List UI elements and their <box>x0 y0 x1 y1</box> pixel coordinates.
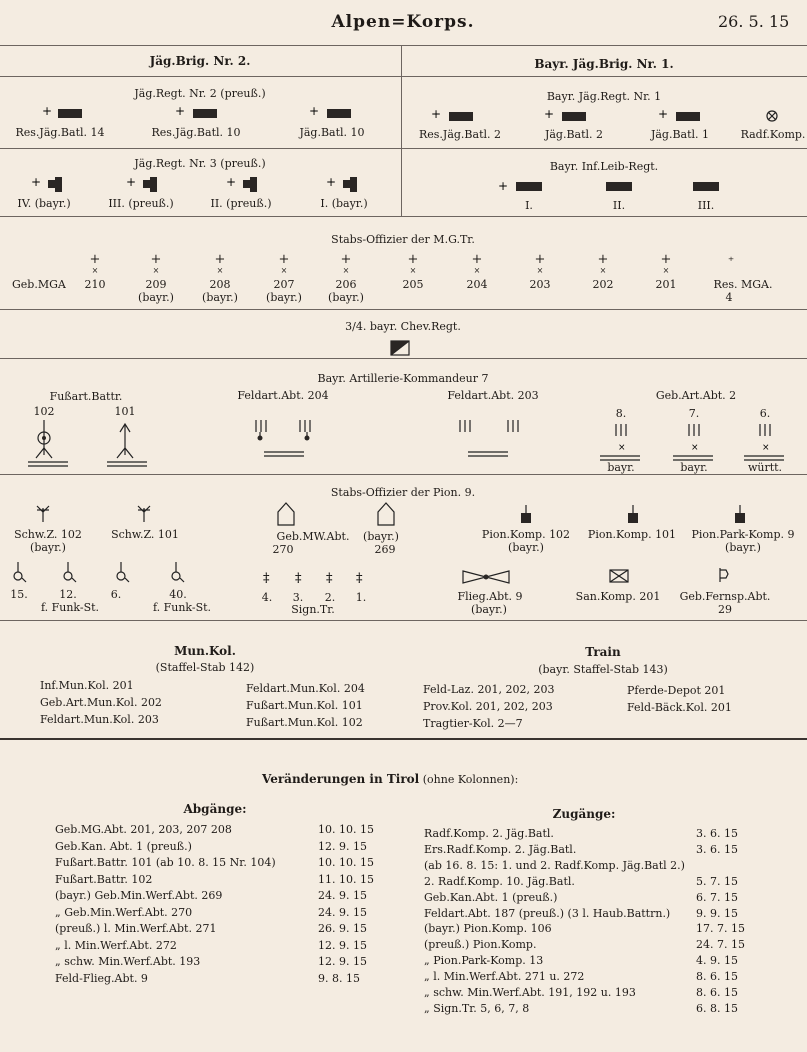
svg-text:+: + <box>309 104 320 118</box>
battalion-symbol <box>544 107 586 121</box>
battalion-symbol <box>693 182 719 191</box>
unit-sub: bayr. <box>607 461 635 474</box>
unit-sub: (bayr.) <box>725 541 761 554</box>
unit-label: Pion.Park-Komp. 9 <box>691 528 795 541</box>
regiment-title: Jäg.Regt. Nr. 2 (preuß.) <box>134 87 266 100</box>
list-item: Feldart.Mun.Kol. 204 <box>246 682 365 695</box>
unit-label: Jäg.Batl. 2 <box>544 128 604 141</box>
mg-symbol: + <box>340 252 352 267</box>
page-date: 26. 5. 15 <box>718 12 790 31</box>
radio-symbol <box>14 562 26 582</box>
searchlight-symbol <box>37 506 49 522</box>
arrival-date: 17. 7. 15 <box>696 922 745 936</box>
list-item: Feld-Bäck.Kol. 201 <box>627 701 732 714</box>
mg-mark: × <box>473 266 481 275</box>
arrivals-title: Zugänge: <box>552 807 616 821</box>
unit-label: III. <box>697 199 715 212</box>
mg-symbol: + <box>407 252 419 267</box>
departure-entry: Fußart.Battr. 102 <box>55 872 153 886</box>
arrival-entry: „ Sign.Tr. 5, 6, 7, 8 <box>424 1001 530 1015</box>
unit-sub: württ. <box>747 461 783 474</box>
mountain-artillery-symbol <box>673 424 713 460</box>
battalion-symbol <box>175 104 217 118</box>
cyclist-company-symbol <box>767 111 777 121</box>
unit-number: 102 <box>33 405 55 418</box>
mine-thrower-symbol <box>278 503 294 525</box>
section-title: Stabs-Offizier der Pion. 9. <box>330 486 476 499</box>
arrival-entry: Radf.Komp. 2. Jäg.Batl. <box>424 827 554 840</box>
battalion-symbol <box>431 107 473 121</box>
battalion-symbol <box>658 107 700 121</box>
pioneer-company-symbol <box>628 513 638 523</box>
list-item: Fußart.Mun.Kol. 101 <box>246 699 363 712</box>
unit-label: Pion.Komp. 102 <box>481 528 571 541</box>
unit-label: (bayr.) <box>363 530 399 543</box>
mg-mark: × <box>599 266 607 275</box>
mg-unit-number: 202 <box>592 278 614 291</box>
svg-text:+: + <box>42 104 53 118</box>
changes-title: Veränderungen in Tirol <box>262 772 420 786</box>
unit-number: 40. <box>169 588 187 601</box>
departure-date: 24. 9. 15 <box>318 905 367 919</box>
mg-mark: × <box>280 266 288 275</box>
unit-label: Schw.Z. 101 <box>111 528 179 541</box>
group-sub: (Staffel-Stab 142) <box>155 661 255 674</box>
departure-date: 11. 10. 15 <box>318 872 374 886</box>
svg-text:+: + <box>31 175 42 189</box>
departure-entry: Fußart.Battr. 101 (ab 10. 8. 15 Nr. 104) <box>55 856 276 869</box>
svg-text:‡: ‡ <box>326 571 333 586</box>
mg-reserve-number: 4 <box>725 291 733 304</box>
list-item: Geb.Art.Mun.Kol. 202 <box>40 696 162 709</box>
departure-entry: Geb.Kan. Abt. 1 (preuß.) <box>55 839 192 853</box>
arrival-date: 6. 7. 15 <box>696 890 738 904</box>
arrival-date: 3. 6. 15 <box>696 827 738 840</box>
unit-number: 101 <box>114 405 136 418</box>
mg-mark: × <box>152 266 160 275</box>
mg-mark: × <box>216 266 224 275</box>
mg-unit-number: 204 <box>466 278 488 291</box>
battalion-symbol <box>309 104 351 118</box>
departure-date: 9. 8. 15 <box>318 971 360 985</box>
battalion-symbol <box>326 175 357 192</box>
mg-unit-sub: (bayr.) <box>202 291 238 304</box>
svg-text:+: + <box>431 107 442 121</box>
arrival-date: 4. 9. 15 <box>696 954 738 968</box>
unit-label: I. (bayr.) <box>320 197 368 210</box>
departure-entry: Geb.MG.Abt. 201, 203, 207 208 <box>55 823 232 836</box>
arrival-date: 8. 6. 15 <box>696 970 738 984</box>
svg-text:×: × <box>762 443 770 453</box>
unit-number: 1. <box>355 591 367 604</box>
regiment-title: Bayr. Jäg.Regt. Nr. 1 <box>546 90 662 103</box>
cavalry-symbol <box>391 341 409 355</box>
mountain-artillery-symbol <box>744 424 784 460</box>
mg-unit-sub: (bayr.) <box>266 291 302 304</box>
radio-symbol <box>64 562 76 582</box>
unit-label: Flieg.Abt. 9 <box>457 590 523 603</box>
mg-unit-number: 208 <box>209 278 231 291</box>
svg-text:×: × <box>691 443 699 453</box>
changes-title-sub: (ohne Kolonnen): <box>422 773 519 786</box>
mg-symbol: + <box>150 252 162 267</box>
mountain-artillery-symbol <box>600 424 640 460</box>
unit-label: Radf.Komp. <box>740 128 806 141</box>
pioneer-company-symbol <box>735 513 745 523</box>
departure-entry: Feld-Flieg.Abt. 9 <box>55 971 148 985</box>
svg-text:+: + <box>226 175 237 189</box>
departure-date: 12. 9. 15 <box>318 938 367 952</box>
departure-entry: (preuß.) l. Min.Werf.Abt. 271 <box>55 922 217 935</box>
arrival-date: 5. 7. 15 <box>696 874 738 888</box>
unit-label: II. <box>612 199 626 212</box>
unit-label: Jäg.Batl. 1 <box>650 128 710 141</box>
svg-text:+: + <box>544 107 555 121</box>
field-artillery-symbol <box>300 420 310 441</box>
svg-text:+: + <box>658 107 669 121</box>
mg-symbol: + <box>471 252 483 267</box>
departure-date: 10. 10. 15 <box>318 823 374 836</box>
unit-label: f. Funk-St. <box>152 601 212 614</box>
unit-label: Geb.MW.Abt. <box>276 530 350 543</box>
departure-entry: „ schw. Min.Werf.Abt. 193 <box>55 955 201 968</box>
svg-text:+: + <box>126 175 137 189</box>
mg-mark: × <box>342 266 350 275</box>
mg-mark: × <box>409 266 417 275</box>
group-title: Geb.Art.Abt. 2 <box>655 389 737 402</box>
unit-label: I. <box>525 199 533 212</box>
unit-number: 4. <box>261 591 273 604</box>
mg-unit-number: 209 <box>145 278 167 291</box>
changes-title-wrap <box>262 773 518 786</box>
battalion-symbol <box>498 179 542 193</box>
section-title: Stabs-Offizier der M.G.Tr. <box>331 233 475 246</box>
field-artillery-symbol <box>460 420 470 432</box>
unit-label: Res.Jäg.Batl. 2 <box>418 128 502 141</box>
mg-symbol: + <box>89 252 101 267</box>
section-title: Bayr. Artillerie-Kommandeur 7 <box>317 372 489 385</box>
departures-title: Abgänge: <box>183 802 247 816</box>
mg-symbol: + <box>660 252 672 267</box>
aircraft-symbol <box>463 571 509 583</box>
arrival-entry: Feldart.Abt. 187 (preuß.) (3 l. Haub.Battrn.) <box>424 906 671 920</box>
pioneer-company-symbol <box>521 513 531 523</box>
unit-label: Sign.Tr. <box>291 603 335 616</box>
foot-artillery-symbol <box>28 420 68 466</box>
group-title: Train <box>585 645 621 659</box>
mg-unit-number: 210 <box>84 278 106 291</box>
unit-number: 29 <box>718 603 732 616</box>
unit-number: 270 <box>272 543 294 556</box>
unit-sub: (bayr.) <box>471 603 507 616</box>
departure-date: 24. 9. 15 <box>318 889 367 902</box>
departure-entry: „ Geb.Min.Werf.Abt. 270 <box>55 905 193 919</box>
field-artillery-symbol <box>256 420 266 441</box>
medical-company-symbol <box>610 570 628 582</box>
departure-entry: (bayr.) Geb.Min.Werf.Abt. 269 <box>55 889 223 902</box>
regiment-title: Jäg.Regt. Nr. 3 (preuß.) <box>134 157 266 170</box>
unit-number: 6. <box>110 588 122 601</box>
departure-entry: „ l. Min.Werf.Abt. 272 <box>55 938 177 952</box>
unit-number: 3. <box>292 591 304 604</box>
field-artillery-symbol <box>508 420 518 432</box>
battalion-symbol <box>126 175 157 192</box>
list-item: Pferde-Depot 201 <box>627 684 726 697</box>
mg-unit-number: 201 <box>655 278 677 291</box>
brigade-title: Jäg.Brig. Nr. 2. <box>149 54 251 68</box>
list-item: Feld-Laz. 201, 202, 203 <box>423 683 555 696</box>
unit-number: 2. <box>324 591 336 604</box>
unit-number: 7. <box>688 407 700 420</box>
departure-date: 12. 9. 15 <box>318 955 367 968</box>
battalion-symbol <box>31 175 62 192</box>
arrival-entry: „ schw. Min.Werf.Abt. 191, 192 u. 193 <box>424 986 636 999</box>
mg-symbol: + <box>534 252 546 267</box>
svg-text:+: + <box>498 179 509 193</box>
unit-sub: (bayr.) <box>508 541 544 554</box>
unit-label: II. (preuß.) <box>210 197 272 210</box>
arrival-date: 9. 9. 15 <box>696 906 738 920</box>
foot-artillery-symbol <box>107 424 147 466</box>
unit-label: Geb.Fernsp.Abt. <box>679 590 771 603</box>
unit-label: Jäg.Batl. 10 <box>299 126 365 139</box>
section-title: 3/4. bayr. Chev.Regt. <box>345 320 461 333</box>
unit-label: f. Funk-St. <box>40 601 100 614</box>
arrival-date: 6. 8. 15 <box>696 1001 738 1015</box>
list-item: Fußart.Mun.Kol. 102 <box>246 716 363 729</box>
searchlight-symbol <box>138 506 150 522</box>
mg-unit-number: 203 <box>529 278 551 291</box>
arrival-entry: (ab 16. 8. 15: 1. und 2. Radf.Komp. Jäg.Batl 2.) <box>424 858 685 872</box>
arrival-entry: „ l. Min.Werf.Abt. 271 u. 272 <box>424 970 585 984</box>
arrival-date: 3. 6. 15 <box>696 842 738 856</box>
mg-symbol: + <box>214 252 226 267</box>
telephone-symbol <box>720 568 728 582</box>
list-item: Inf.Mun.Kol. 201 <box>40 679 134 692</box>
battalion-symbol <box>606 182 632 191</box>
departure-date: 12. 9. 15 <box>318 839 367 853</box>
group-title: Fußart.Battr. <box>49 390 123 403</box>
regiment-title: Bayr. Inf.Leib-Regt. <box>549 160 659 173</box>
mg-reserve-label: Res. MGA. <box>713 278 773 291</box>
svg-text:×: × <box>618 443 626 453</box>
arrival-date: 8. 6. 15 <box>696 986 738 999</box>
mg-mark: × <box>662 266 670 275</box>
mg-unit-number: 206 <box>335 278 357 291</box>
mg-mark: × <box>536 266 544 275</box>
unit-label: Pion.Komp. 101 <box>587 528 677 541</box>
list-item: Tragtier-Kol. 2—7 <box>423 717 523 730</box>
signal-symbol <box>263 571 363 586</box>
svg-text:‡: ‡ <box>263 571 270 586</box>
unit-number: 15. <box>10 588 28 601</box>
mg-unit-number: 205 <box>402 278 424 291</box>
unit-label: Res.Jäg.Batl. 14 <box>15 126 105 139</box>
unit-sub: bayr. <box>680 461 708 474</box>
group-sub: (bayr. Staffel-Stab 143) <box>538 663 668 676</box>
unit-number: 12. <box>59 588 77 601</box>
group-title: Feldart.Abt. 204 <box>237 389 329 402</box>
mg-unit-sub: (bayr.) <box>138 291 174 304</box>
svg-text:‡: ‡ <box>356 571 363 586</box>
mg-mark: × <box>91 266 99 275</box>
departure-date: 26. 9. 15 <box>318 922 367 935</box>
list-item: Prov.Kol. 201, 202, 203 <box>423 700 553 713</box>
unit-label: IV. (bayr.) <box>17 197 71 210</box>
mg-symbol: + <box>597 252 609 267</box>
svg-text:‡: ‡ <box>295 571 302 586</box>
page-title: Alpen=Korps. <box>331 12 475 32</box>
mg-label: Geb.MGA <box>12 278 66 291</box>
mg-symbol: ⁺ <box>727 254 735 268</box>
group-title: Feldart.Abt. 203 <box>447 389 539 402</box>
unit-number: 8. <box>615 407 627 420</box>
mine-thrower-symbol <box>378 503 394 525</box>
arrival-entry: „ Pion.Park-Komp. 13 <box>424 954 544 968</box>
unit-number: 6. <box>759 407 771 420</box>
arrival-date: 24. 7. 15 <box>696 938 745 952</box>
unit-sub: (bayr.) <box>30 541 66 554</box>
arrival-entry: (bayr.) Pion.Komp. 106 <box>424 922 552 936</box>
arrival-entry: 2. Radf.Komp. 10. Jäg.Batl. <box>424 874 575 888</box>
unit-label: Res.Jäg.Batl. 10 <box>151 126 241 139</box>
battalion-symbol <box>226 175 257 192</box>
arrival-entry: Geb.Kan.Abt. 1 (preuß.) <box>424 890 558 904</box>
svg-text:+: + <box>175 104 186 118</box>
mg-symbol: + <box>278 252 290 267</box>
unit-label: III. (preuß.) <box>108 197 174 210</box>
list-item: Feldart.Mun.Kol. 203 <box>40 713 159 726</box>
brigade-title: Bayr. Jäg.Brig. Nr. 1. <box>534 57 674 71</box>
radio-symbol <box>117 562 129 582</box>
mg-unit-sub: (bayr.) <box>328 291 364 304</box>
svg-text:+: + <box>326 175 337 189</box>
battalion-symbol <box>42 104 82 118</box>
unit-number: 269 <box>374 543 396 556</box>
arrival-entry: Ers.Radf.Komp. 2. Jäg.Batl. <box>424 842 577 856</box>
radio-symbol <box>172 562 184 582</box>
arrival-entry: (preuß.) Pion.Komp. <box>424 938 537 952</box>
unit-label: San.Komp. 201 <box>575 590 661 603</box>
group-title: Mun.Kol. <box>174 644 236 658</box>
mg-unit-number: 207 <box>273 278 295 291</box>
unit-label: Schw.Z. 102 <box>14 528 82 541</box>
departure-date: 10. 10. 15 <box>318 856 374 869</box>
